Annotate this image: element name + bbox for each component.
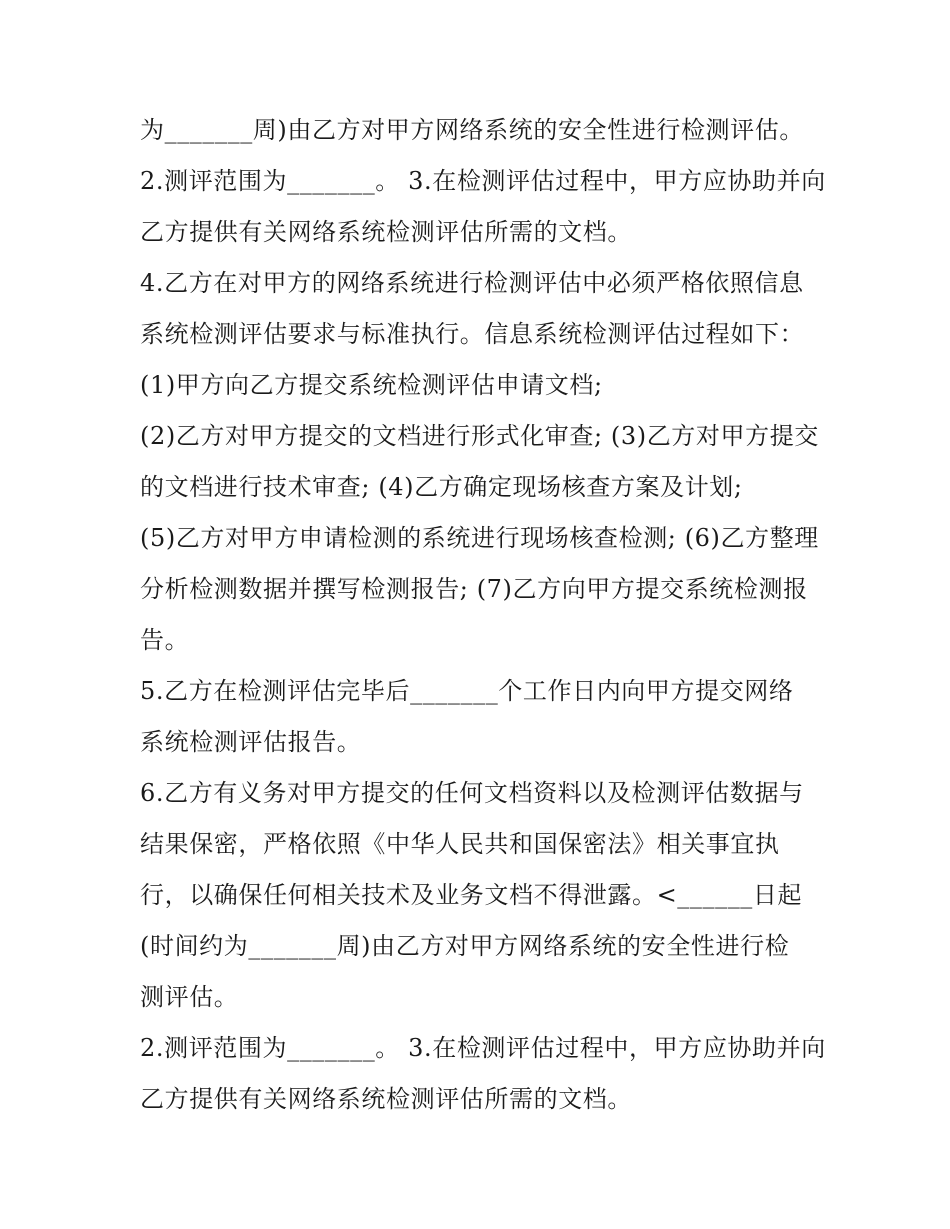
text-line: 2.测评范围为_______。 3.在检测评估过程中，甲方应协助并向 bbox=[140, 1034, 826, 1062]
text-line: 结果保密，严格依照《中华人民共和国保密法》相关事宜执 bbox=[140, 830, 780, 858]
text-line: 告。 bbox=[140, 626, 190, 654]
text-line: (5)乙方对甲方申请检测的系统进行现场核查检测; (6)乙方整理 bbox=[140, 524, 819, 552]
text-line: 系统检测评估要求与标准执行。信息系统检测评估过程如下： bbox=[140, 320, 805, 348]
document-page bbox=[140, 105, 826, 1125]
text-line: (时间约为_______周)由乙方对甲方网络系统的安全性进行检 bbox=[140, 932, 790, 960]
text-line: 2.测评范围为_______。 3.在检测评估过程中，甲方应协助并向 bbox=[140, 167, 826, 195]
text-line: 乙方提供有关网络系统检测评估所需的文档。 bbox=[140, 1085, 632, 1113]
text-line: 分析检测数据并撰写检测报告; (7)乙方向甲方提交系统检测报 bbox=[140, 575, 808, 603]
text-line: 测评估。 bbox=[140, 983, 239, 1011]
text-line: 行，以确保任何相关技术及业务文档不得泄露。<______日起 bbox=[140, 881, 803, 909]
text-line: 5.乙方在检测评估完毕后_______个工作日内向甲方提交网络 bbox=[140, 677, 794, 705]
text-line: 系统检测评估报告。 bbox=[140, 728, 362, 756]
text-line: 6.乙方有义务对甲方提交的任何文档资料以及检测评估数据与 bbox=[140, 779, 804, 807]
text-line: (1)甲方向乙方提交系统检测评估申请文档; bbox=[140, 371, 603, 399]
text-line: (2)乙方对甲方提交的文档进行形式化审查; (3)乙方对甲方提交 bbox=[140, 422, 819, 450]
text-line: 4.乙方在对甲方的网络系统进行检测评估中必须严格依照信息 bbox=[140, 269, 804, 297]
text-line: 的文档进行技术审查; (4)乙方确定现场核查方案及计划; bbox=[140, 473, 743, 501]
text-line: 为_______周)由乙方对甲方网络系统的安全性进行检测评估。 bbox=[140, 116, 804, 144]
text-line: 乙方提供有关网络系统检测评估所需的文档。 bbox=[140, 218, 632, 246]
